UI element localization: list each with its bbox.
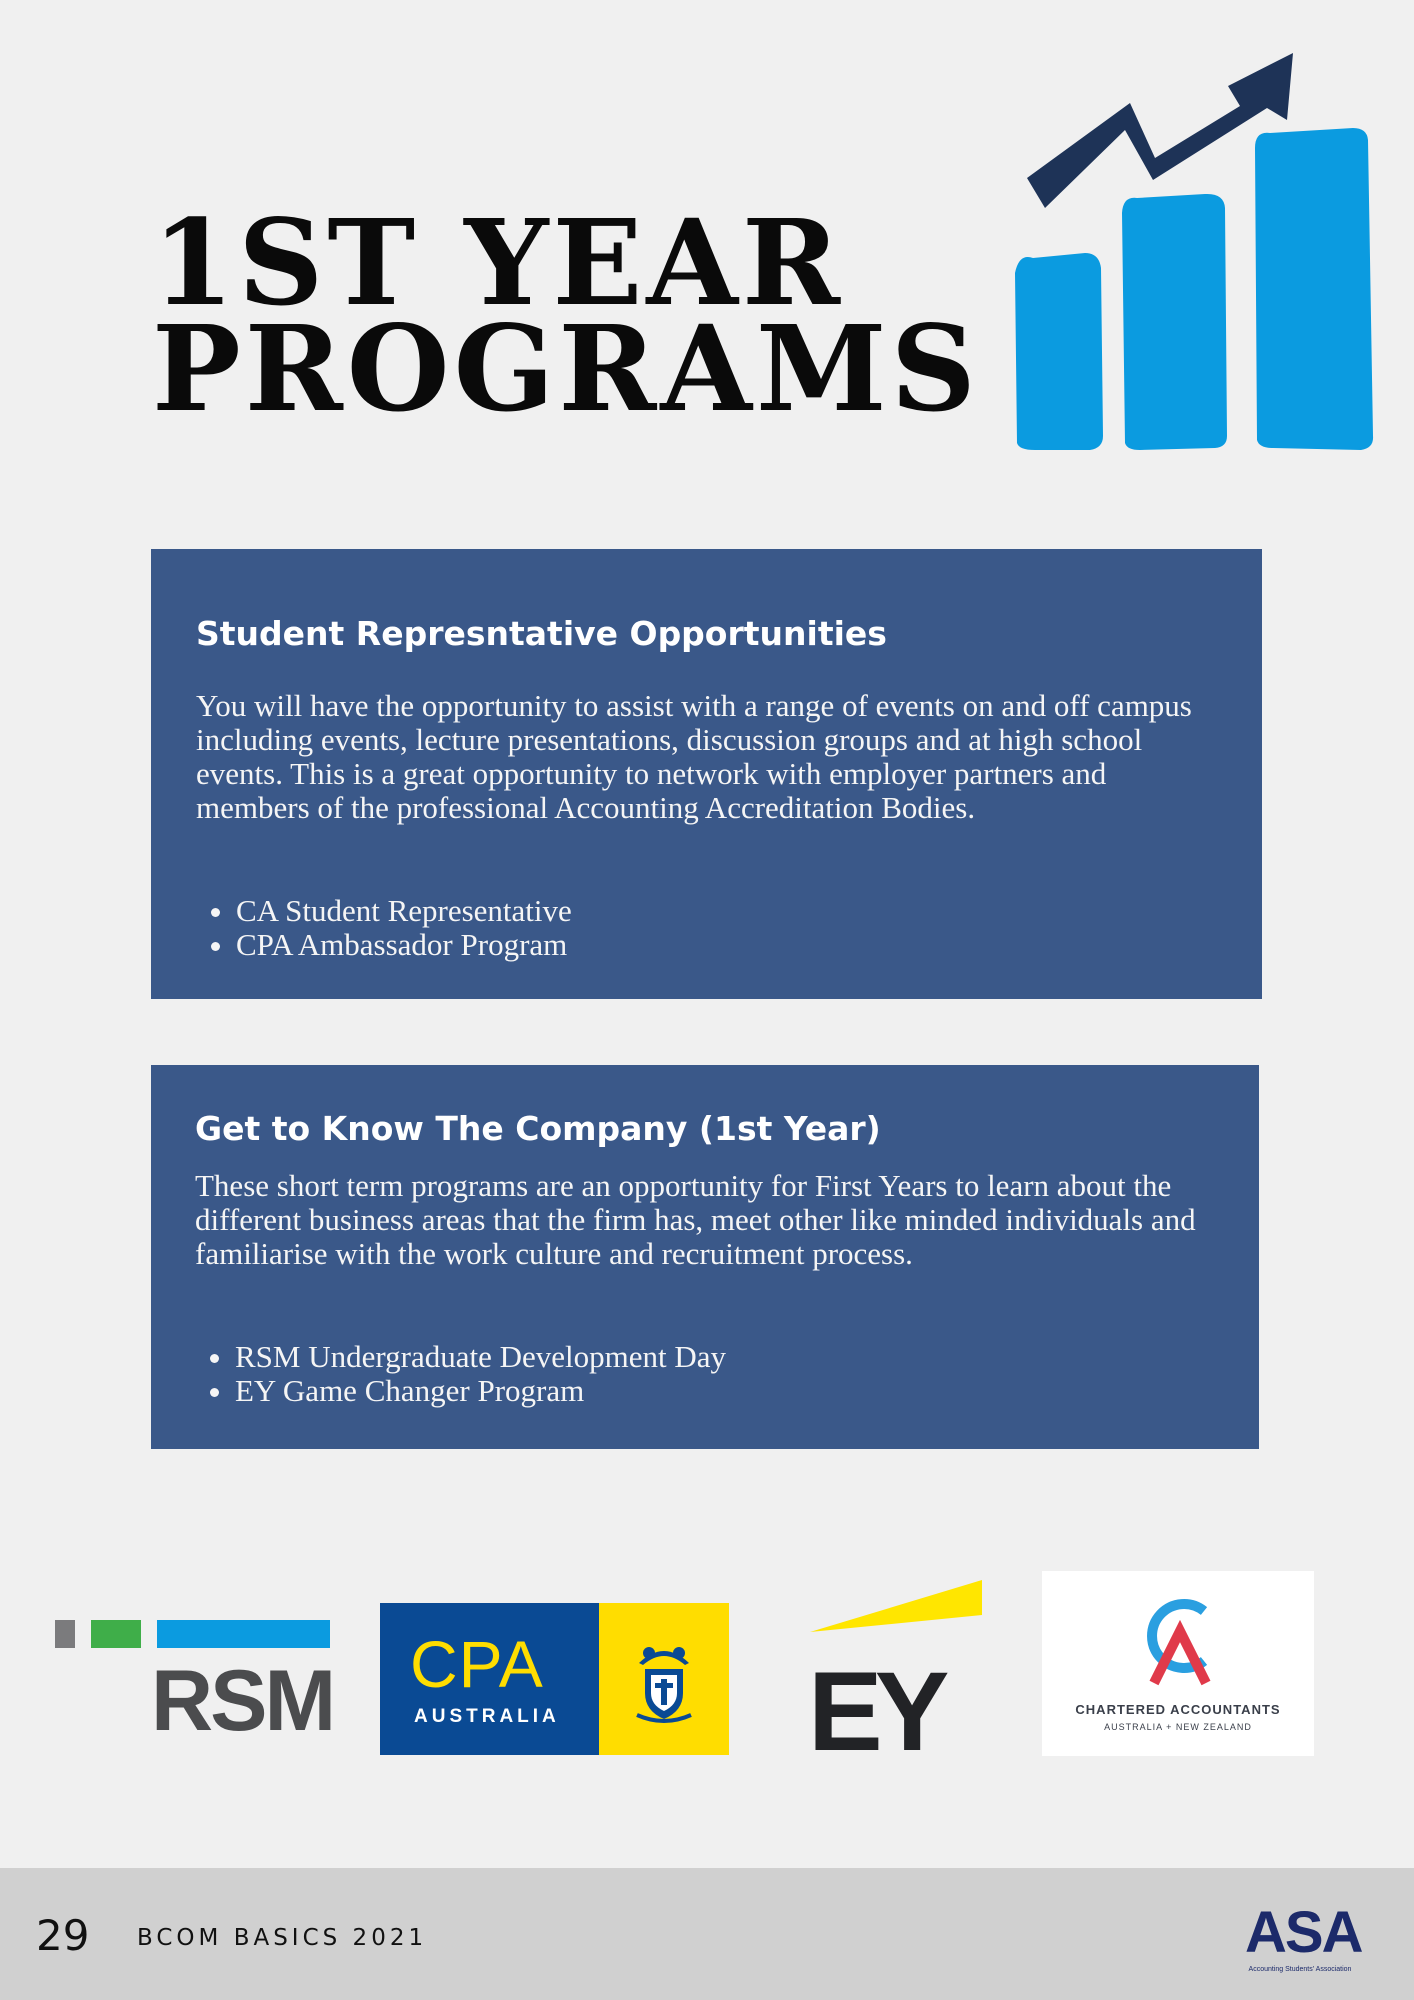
ey-beam-icon xyxy=(805,1580,985,1635)
ey-logo xyxy=(805,1580,1005,1774)
ey-logo-text: EY xyxy=(808,1649,942,1774)
list-item: • EY Game Changer Program xyxy=(235,1374,726,1408)
cpa-australia-logo xyxy=(380,1603,729,1755)
bar-chart-growth-icon xyxy=(1005,48,1385,458)
section-body: You will have the opportunity to assist with a range of events on and off campus including events, lecture presentations, discussion groups and at high school events. This is a great opportunity to network with employer partners and members of the professional Accounting Accreditation Bodies. xyxy=(196,688,1192,825)
page-title-line-2: PROGRAMS xyxy=(152,299,980,438)
ca-mark-icon xyxy=(1134,1591,1224,1691)
rsm-logo-text: RSM xyxy=(151,1653,334,1749)
chartered-accountants-logo xyxy=(1042,1571,1314,1756)
crest-icon xyxy=(627,1635,701,1725)
cpa-logo-subtext: AUSTRALIA xyxy=(414,1706,560,1727)
cpa-logo-text: CPA xyxy=(410,1627,544,1701)
publication-title: BCOM BASICS 2021 xyxy=(137,1925,428,1951)
asa-logo-text: ASA xyxy=(1245,1900,1362,1965)
get-to-know-company-section xyxy=(151,1065,1259,1449)
ca-logo-text: CHARTERED ACCOUNTANTS xyxy=(1075,1702,1281,1717)
page-footer xyxy=(0,1868,1414,2000)
section-body: These short term programs are an opportunity for First Years to learn about the different business areas that the firm has, meet other like minded individuals and familiarise with the work culture and recruitment process. xyxy=(195,1168,1196,1271)
asa-logo-subtext: Accounting Students' Association xyxy=(1248,1966,1352,1973)
page-title-line-1: 1ST YEAR xyxy=(152,193,845,332)
program-list xyxy=(195,1340,726,1408)
student-representative-section xyxy=(151,549,1262,999)
ca-logo-subtext: AUSTRALIA + NEW ZEALAND xyxy=(1104,1722,1252,1732)
list-item: • RSM Undergraduate Development Day xyxy=(235,1340,726,1374)
list-item: • CPA Ambassador Program xyxy=(236,928,572,962)
page-number: 29 xyxy=(36,1911,90,1960)
section-heading: Get to Know The Company (1st Year) xyxy=(195,1109,881,1148)
rsm-logo xyxy=(55,1620,334,1749)
asa-logo xyxy=(1245,1900,1362,1982)
section-heading: Student Represntative Opportunities xyxy=(196,614,887,653)
page-title xyxy=(152,193,980,438)
program-list xyxy=(196,894,572,962)
list-item: • CA Student Representative xyxy=(236,894,572,928)
